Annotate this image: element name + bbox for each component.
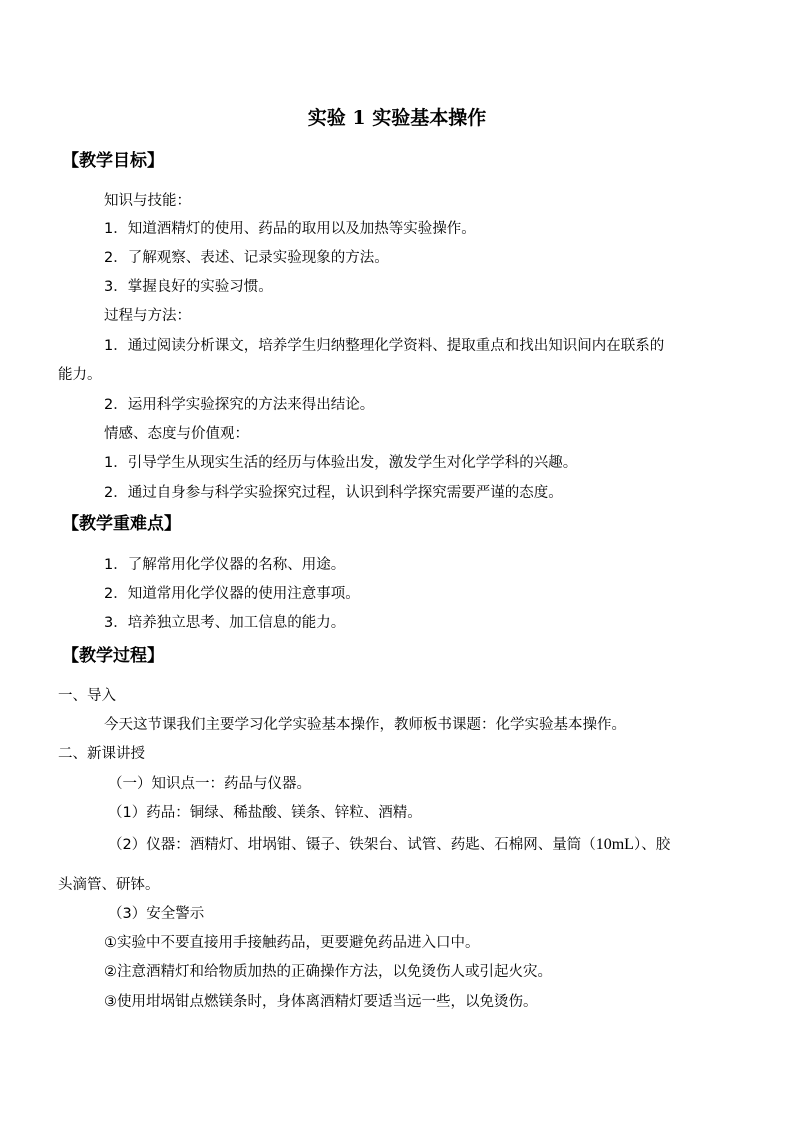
knowledge-item: 1．知道酒精灯的使用、药品的取用以及加热等实验操作。 bbox=[104, 221, 476, 237]
process-method-heading: 过程与方法： bbox=[104, 308, 191, 324]
section-heading-process: 【教学过程】 bbox=[62, 646, 164, 666]
knowledge-item: 2．了解观察、表述、记录实验现象的方法。 bbox=[104, 250, 389, 266]
process-method-item: 2．运用科学实验探究的方法来得出结论。 bbox=[104, 397, 375, 413]
intro-heading: 一、导入 bbox=[58, 688, 116, 704]
emotion-item: 1．引导学生从现实生活的经历与体验出发，激发学生对化学学科的兴趣。 bbox=[104, 455, 578, 471]
safety-heading: （3）安全警示 bbox=[108, 906, 205, 922]
drugs-line: （1）药品：铜绿、稀盐酸、镁条、锌粒、酒精。 bbox=[108, 805, 422, 821]
process-method-item-continued: 能力。 bbox=[58, 367, 102, 383]
safety-item: ③使用坩埚钳点燃镁条时，身体离酒精灯要适当远一些，以免烫伤。 bbox=[104, 994, 538, 1010]
knowledge-heading: 知识与技能： bbox=[104, 193, 191, 209]
new-lesson-heading: 二、新课讲授 bbox=[58, 746, 145, 762]
process-method-item: 1．通过阅读分析课文，培养学生归纳整理化学资料、提取重点和找出知识间内在联系的 bbox=[104, 338, 665, 354]
document-title: 实验 1 实验基本操作 bbox=[307, 107, 487, 129]
section-heading-objectives: 【教学目标】 bbox=[62, 151, 164, 171]
instruments-text-end: ）、胶 bbox=[633, 837, 671, 853]
section-heading-key-points: 【教学重难点】 bbox=[62, 514, 181, 534]
volume-unit: 10mL bbox=[595, 836, 634, 853]
key-point-item: 2．知道常用化学仪器的使用注意事项。 bbox=[104, 586, 360, 602]
instruments-text: （2）仪器：酒精灯、坩埚钳、镊子、铁架台、试管、药匙、石棉网、量筒（ bbox=[108, 837, 596, 853]
intro-text: 今天这节课我们主要学习化学实验基本操作，教师板书课题：化学实验基本操作。 bbox=[104, 717, 626, 733]
instruments-line-continued: 头滴管、研钵。 bbox=[58, 877, 160, 893]
instruments-line bbox=[108, 835, 670, 855]
safety-item: ①实验中不要直接用手接触药品，更要避免药品进入口中。 bbox=[104, 935, 480, 951]
knowledge-point-heading: （一）知识点一：药品与仪器。 bbox=[108, 776, 311, 792]
emotion-item: 2．通过自身参与科学实验探究过程，认识到科学探究需要严谨的态度。 bbox=[104, 485, 563, 501]
key-point-item: 3．培养独立思考、加工信息的能力。 bbox=[104, 615, 346, 631]
emotion-heading: 情感、态度与价值观： bbox=[104, 426, 249, 442]
safety-item: ②注意酒精灯和给物质加热的正确操作方法，以免烫伤人或引起火灾。 bbox=[104, 964, 552, 980]
knowledge-item: 3．掌握良好的实验习惯。 bbox=[104, 279, 273, 295]
key-point-item: 1．了解常用化学仪器的名称、用途。 bbox=[104, 557, 346, 573]
